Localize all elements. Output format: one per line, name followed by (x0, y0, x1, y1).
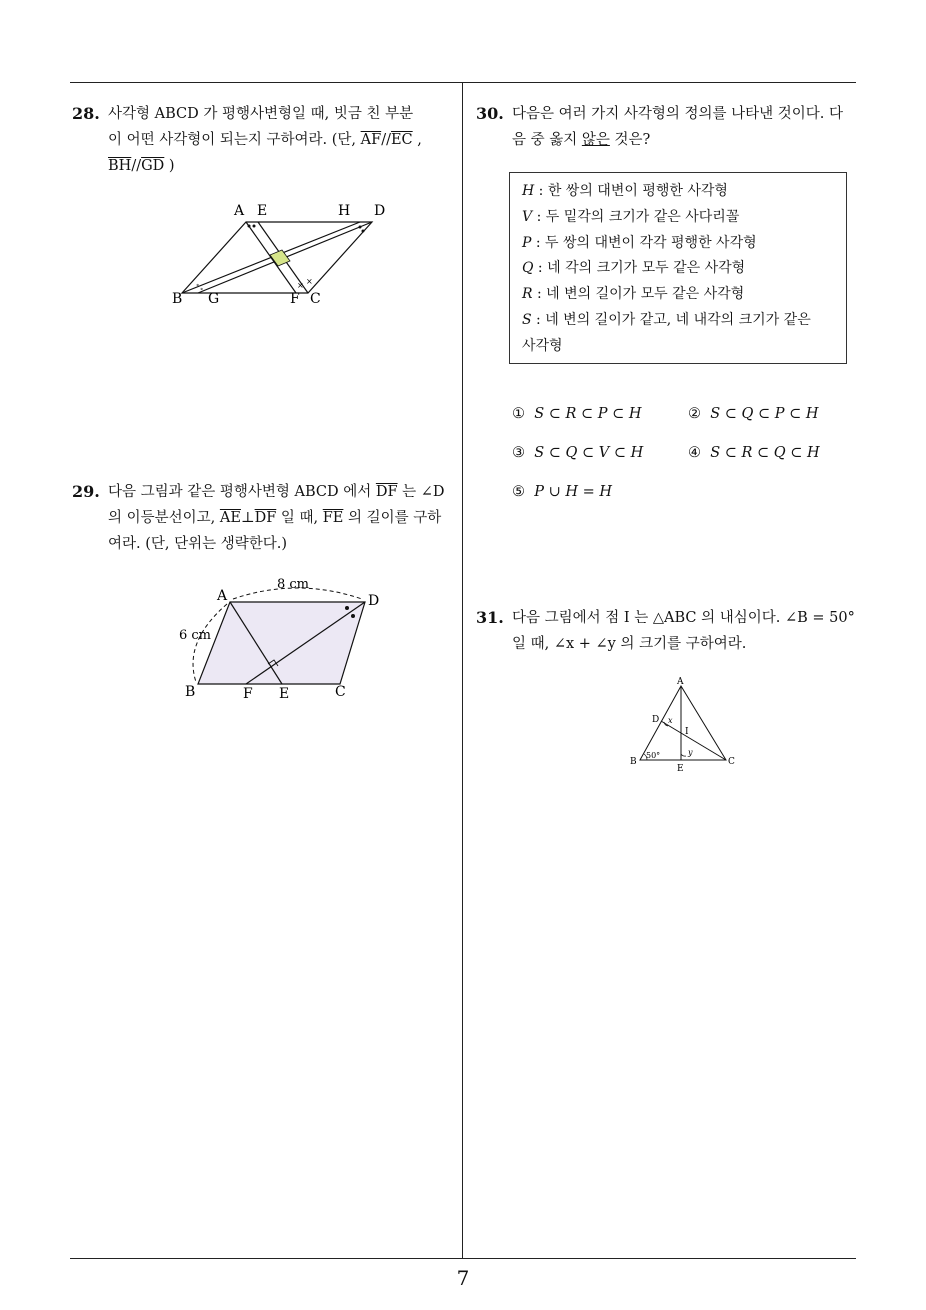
column-divider (462, 82, 463, 1258)
page-number: 7 (456, 1266, 470, 1290)
label-a: A (234, 203, 245, 219)
definition-q: Q : 네 각의 크기가 모두 같은 사각형 (522, 260, 746, 277)
label-e: E (279, 686, 290, 702)
question-line: 의 이등분선이고, $\overline{AE}\perp\overline{DF}$ 일 때, $\overline{FE}$ 의 길이를 구하 (108, 510, 442, 526)
label-b: B (185, 684, 196, 700)
definition-s: S : 네 변의 길이가 같고, 네 내각의 크기가 같은 (522, 311, 811, 328)
top-rule (70, 82, 856, 83)
label-y: y (688, 748, 693, 757)
label-e: E (257, 203, 268, 219)
question-line: 다음은 여러 가지 사각형의 정의를 나타낸 것이다. 다 (512, 106, 844, 122)
segment-ae: $\overline{AE}$ (219, 510, 241, 526)
svg-text:∘: ∘ (196, 281, 200, 289)
choice-2[interactable]: ② S ⊂ Q ⊂ P ⊂ H (688, 406, 819, 422)
segment-gd: $\overline{GD}$ (141, 158, 165, 174)
label-b: B (172, 291, 183, 307)
question-line: 음 중 옳지 않은 것은? (512, 132, 651, 148)
question-line: 일 때, ∠x + ∠y 의 크기를 구하여라. (512, 636, 747, 652)
segment-ec: $\overline{EC}$ (390, 132, 413, 148)
definition-v: V : 두 밑각의 크기가 같은 사다리꼴 (522, 208, 740, 225)
definition-r: R : 네 변의 길이가 모두 같은 사각형 (522, 286, 745, 303)
segment-af: $\overline{AF}$ (360, 132, 382, 148)
segment-df: $\overline{DF}$ (375, 484, 398, 500)
underlined-word: 않은 (581, 132, 610, 148)
segment-fe: $\overline{FE}$ (322, 510, 344, 526)
choice-4[interactable]: ④ S ⊂ R ⊂ Q ⊂ H (688, 445, 820, 461)
parallel-symbol: // (131, 158, 142, 174)
question-line: 사각형 ABCD 가 평행사변형일 때, 빗금 친 부분 (108, 106, 414, 122)
question-number: 31. (476, 608, 504, 627)
question-line: $\overline{BH}//\overline{GD}$ ) (108, 158, 175, 174)
q28-figure (160, 195, 400, 310)
choice-1[interactable]: ① S ⊂ R ⊂ P ⊂ H (512, 406, 642, 422)
label-f: F (290, 291, 300, 307)
q31-figure (626, 674, 746, 774)
question-30 (476, 101, 861, 153)
question-31 (476, 605, 861, 657)
question-29 (72, 479, 457, 557)
question-28 (72, 101, 457, 179)
label-c: C (310, 291, 321, 307)
definition-box (509, 172, 847, 364)
segment-bh: $\overline{BH}$ (108, 158, 132, 174)
parallel-symbol: // (381, 132, 391, 148)
label-8cm: 8 cm (277, 577, 310, 592)
question-line: 다음 그림에서 점 I 는 △ABC 의 내심이다. ∠B = 50° (512, 610, 855, 626)
label-50deg: 50° (646, 751, 661, 760)
definition-s-tail: 사각형 (522, 337, 563, 354)
perp-symbol: ⊥ (240, 510, 255, 526)
label-6cm: 6 cm (179, 628, 212, 643)
label-f: F (243, 686, 253, 702)
question-number: 28. (72, 104, 100, 123)
segment-df: $\overline{DF}$ (254, 510, 277, 526)
question-number: 30. (476, 104, 504, 123)
label-b: B (630, 757, 637, 767)
svg-text:×: × (297, 281, 304, 290)
label-g: G (208, 291, 220, 307)
label-c: C (335, 684, 346, 700)
label-h: H (338, 203, 351, 219)
question-number: 29. (72, 482, 100, 501)
label-d: D (368, 593, 380, 609)
definition-h: H : 한 쌍의 대변이 평행한 사각형 (522, 183, 728, 199)
choice-5[interactable]: ⑤ P ∪ H = H (512, 484, 613, 500)
label-x: x (668, 716, 673, 725)
question-line: 여라. (단, 단위는 생략한다.) (108, 536, 288, 552)
bottom-rule (70, 1258, 856, 1259)
choice-3[interactable]: ③ S ⊂ Q ⊂ V ⊂ H (512, 445, 644, 461)
label-a: A (677, 677, 684, 687)
q29-figure (175, 572, 390, 707)
svg-text:×: × (306, 277, 313, 286)
label-e: E (677, 764, 684, 774)
label-d: D (652, 715, 660, 725)
label-a: A (217, 588, 228, 604)
label-i: I (685, 727, 689, 737)
question-line: 이 어떤 사각형이 되는지 구하여라. (단, $\overline{AF}//\overline{EC}$ , (108, 132, 422, 148)
svg-text:∘: ∘ (200, 285, 204, 293)
definition-p: P : 두 쌍의 대변이 각각 평행한 사각형 (522, 234, 757, 251)
question-line: 다음 그림과 같은 평행사변형 ABCD 에서 $\overline{DF}$ 는 ∠D (108, 484, 445, 500)
label-c: C (728, 757, 735, 767)
label-d: D (374, 203, 386, 219)
